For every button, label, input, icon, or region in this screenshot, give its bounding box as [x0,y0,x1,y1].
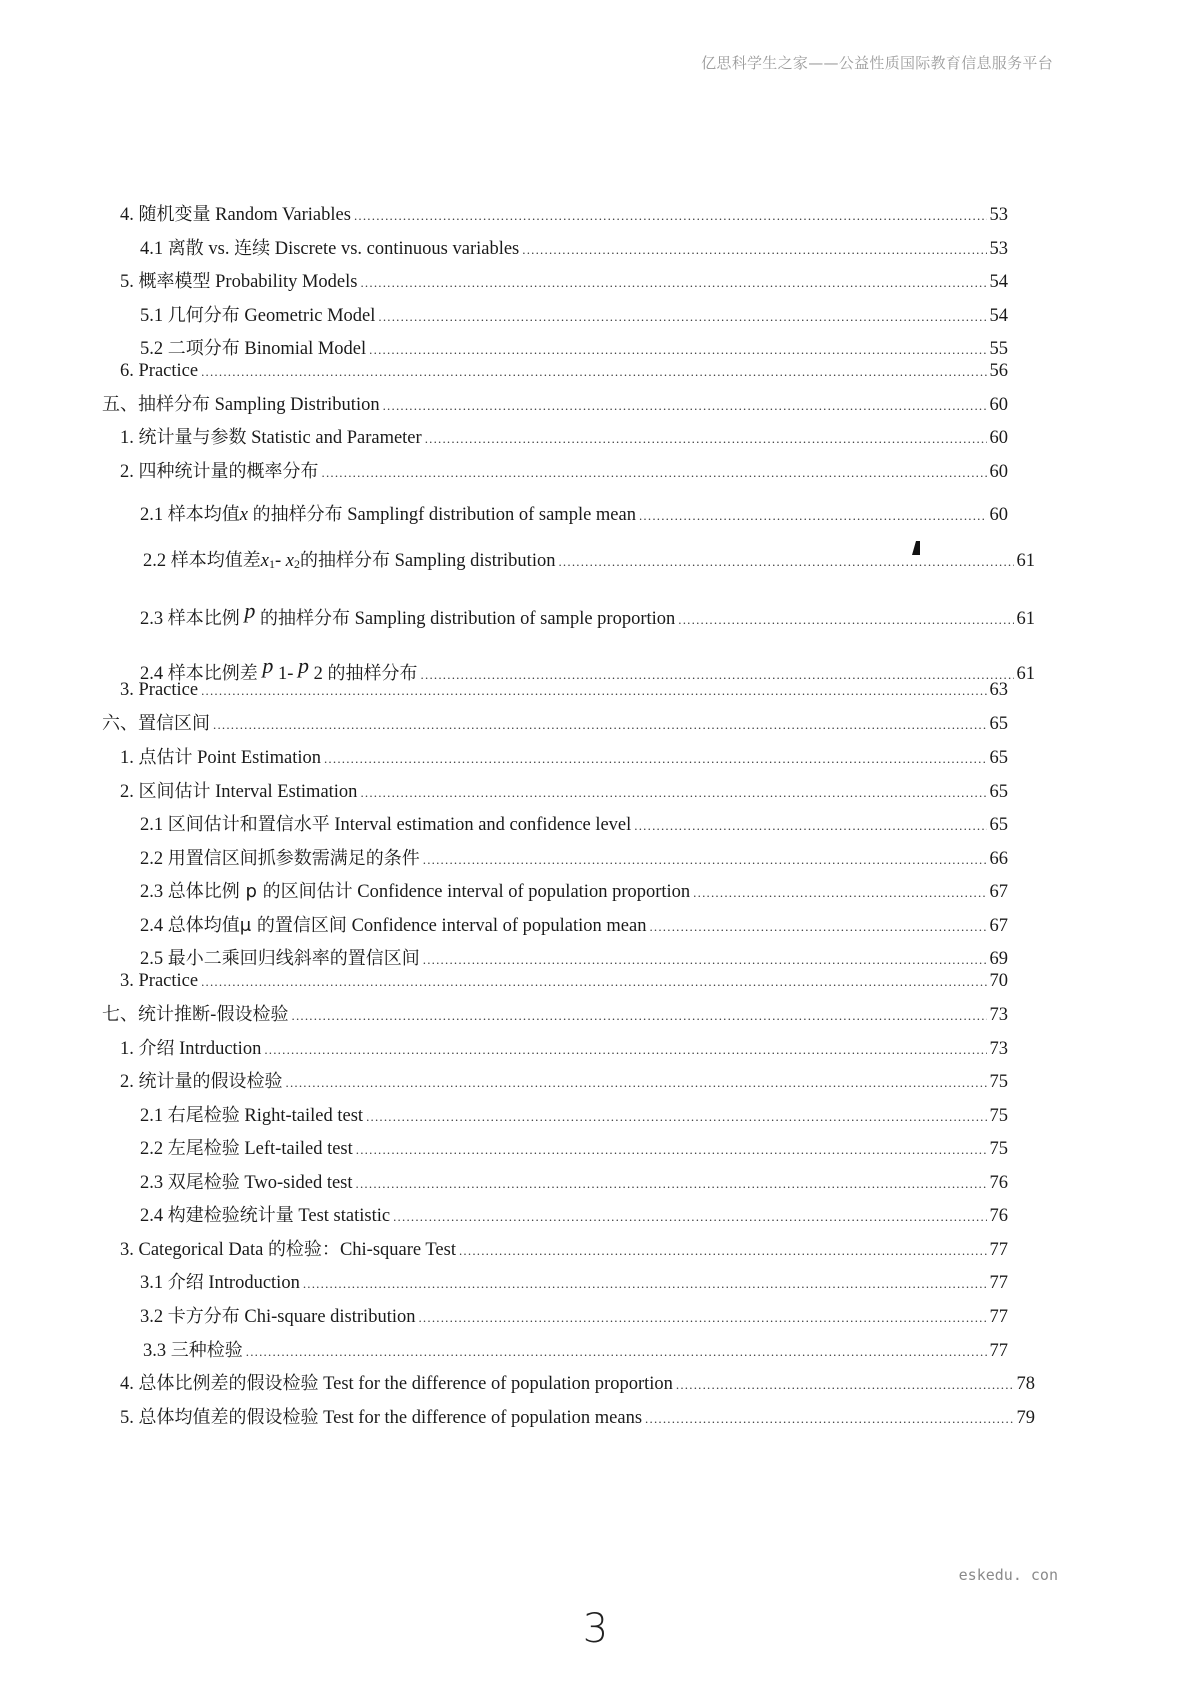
toc-entry[interactable] [120,267,1008,293]
toc-entry-label: 2.1 样本均值x 的抽样分布 Samplingf distribution of sample mean [140,504,636,525]
toc-entry-label: 6. Practice [120,361,199,381]
dot-leader [634,818,986,834]
toc-page-number: 60 [989,395,1008,415]
toc-entry-label: 七、统计推断-假设检验 [102,1004,289,1025]
toc-entry[interactable] [140,1268,1008,1294]
toc-entry[interactable] [120,457,1008,483]
toc-entry-label: 4. 总体比例差的假设检验 Test for the difference of population proportion [120,1373,673,1394]
toc-entry-label: 1. 点估计 Point Estimation [120,747,321,768]
toc-entry[interactable] [120,680,1008,701]
toc-page-number: 53 [989,205,1008,225]
dot-leader [418,1310,986,1326]
dot-leader [459,1243,987,1259]
toc-entry[interactable] [143,546,1035,572]
toc-entry-label: 5.1 几何分布 Geometric Model [140,305,376,326]
toc-entry[interactable] [140,844,1008,870]
toc-entry[interactable] [120,1403,1035,1429]
toc-page-number: 70 [989,971,1008,991]
dot-leader [354,208,987,224]
toc-entry[interactable] [140,1101,1008,1127]
toc-page-number: 69 [989,949,1008,969]
toc-entry-label: 2.2 样本均值差x1- x2的抽样分布 Sampling distribution [143,550,556,571]
toc-entry[interactable] [143,1336,1008,1362]
toc-page-number: 53 [989,239,1008,259]
toc-page-number: 61 [1016,609,1035,629]
page-number: 3 [582,1606,609,1652]
toc-page-number: 60 [989,462,1008,482]
toc-entry[interactable] [120,743,1008,769]
toc-entry-label: 3. Categorical Data 的检验：Chi-square Test [120,1239,456,1260]
toc-entry-label: 2. 区间估计 Interval Estimation [120,781,358,802]
toc-entry-label: 1. 介绍 Intrduction [120,1038,262,1059]
toc-page-number: 76 [989,1173,1008,1193]
footer-site-watermark: eskedu. con [958,1566,1058,1584]
toc-page-number: 73 [989,1005,1008,1025]
toc-page-number: 65 [989,748,1008,768]
math-variable: x [239,505,248,525]
dot-leader [378,309,986,325]
dot-leader [201,364,986,380]
toc-entry[interactable] [120,423,1008,449]
dot-leader [693,885,986,901]
dot-leader [292,1008,987,1024]
toc-entry-label: 3. Practice [120,971,199,991]
toc-page-number: 78 [1016,1374,1035,1394]
toc-page-number: 77 [989,1307,1008,1327]
toc-entry[interactable] [140,500,1008,526]
math-variable: x [260,551,269,571]
toc-page-number: 77 [989,1273,1008,1293]
toc-entry[interactable] [140,877,1008,903]
toc-entry-label: 2. 四种统计量的概率分布 [120,461,319,482]
toc-page-number: 76 [989,1206,1008,1226]
dot-leader [423,852,987,868]
header-watermark: 亿思科学生之家——公益性质国际教育信息服务平台 [701,54,1053,72]
toc-entry[interactable] [120,200,1008,226]
toc-entry[interactable] [140,1134,1008,1160]
toc-page-number: 67 [989,882,1008,902]
dot-leader [369,342,986,358]
toc-entry-label: 2.2 用置信区间抓参数需满足的条件 [140,848,420,869]
toc-page-number: 66 [989,849,1008,869]
toc-entry[interactable] [140,810,1008,836]
toc-page-number: 65 [989,782,1008,802]
toc-entry-label: 六、置信区间 [102,713,210,734]
dot-leader [360,275,986,291]
math-variable: p [262,653,274,678]
dot-leader [286,1075,987,1091]
toc-page-number: 65 [989,815,1008,835]
toc-entry-label: 1. 统计量与参数 Statistic and Parameter [120,427,422,448]
dot-leader [425,431,987,447]
dot-leader [356,1142,987,1158]
dot-leader [423,952,987,968]
dot-leader [324,751,987,767]
toc-entry[interactable] [140,1168,1008,1194]
toc-page-number: 67 [989,916,1008,936]
dot-leader [360,785,986,801]
toc-page-number: 63 [989,680,1008,700]
toc-entry[interactable] [120,1235,1008,1261]
toc-entry[interactable] [120,971,1008,992]
toc-entry[interactable] [140,301,1008,327]
toc-page-number: 56 [989,361,1008,381]
toc-page-number: 54 [989,272,1008,292]
toc-entry[interactable] [120,361,1008,382]
dot-leader [366,1109,986,1125]
toc-chapter-entry[interactable] [102,1000,1008,1026]
toc-entry-label: 2.1 区间估计和置信水平 Interval estimation and confidence level [140,814,632,835]
math-variable: p [298,653,310,678]
toc-entry[interactable] [140,1201,1008,1227]
toc-entry-label: 2.3 总体比例 p 的区间估计 Confidence interval of population proportion [140,881,691,902]
math-variable: x [285,551,294,571]
toc-chapter-entry[interactable] [102,390,1008,416]
toc-page-number: 60 [989,505,1008,525]
toc-entry[interactable] [120,777,1008,803]
toc-entry[interactable] [120,1067,1008,1093]
toc-entry-label: 2.3 双尾检验 Two-sided test [140,1172,353,1193]
math-variable: p [244,598,256,623]
dot-leader [649,919,986,935]
toc-entry-label: 3.3 三种检验 [143,1340,243,1361]
toc-entry[interactable] [120,1034,1008,1060]
toc-page-number: 55 [989,339,1008,359]
dot-leader [213,717,987,733]
toc-entry[interactable] [140,334,1008,360]
toc-entry[interactable] [140,911,1008,937]
toc-page-number: 77 [989,1341,1008,1361]
dot-leader [676,1377,1014,1393]
toc-entry-label: 4. 随机变量 Random Variables [120,204,351,225]
toc-page-number: 75 [989,1139,1008,1159]
toc-entry-label: 2. 统计量的假设检验 [120,1071,283,1092]
toc-page-number: 75 [989,1072,1008,1092]
toc-entry-label: 2.4 总体均值μ 的置信区间 Confidence interval of population mean [140,915,647,936]
toc-entry-label: 2.5 最小二乘回归线斜率的置信区间 [140,948,420,969]
toc-entry-label: 2.4 样本比例差 p 1- p 2 的抽样分布 [140,653,418,684]
toc-entry-label: 2.3 样本比例 p 的抽样分布 Sampling distribution of sample proportion [140,598,676,629]
toc-page-number: 65 [989,714,1008,734]
toc-entry-label: 五、抽样分布 Sampling Distribution [102,394,380,415]
toc-page-number: 60 [989,428,1008,448]
dot-leader [383,398,987,414]
toc-entry-label: 4.1 离散 vs. 连续 Discrete vs. continuous variables [140,238,520,259]
dot-leader [393,1209,986,1225]
toc-page-number: 75 [989,1106,1008,1126]
toc-chapter-entry[interactable] [102,709,1008,735]
toc-entry[interactable] [120,1369,1035,1395]
toc-entry-label: 3.2 卡方分布 Chi-square distribution [140,1306,416,1327]
toc-entry-label: 2.4 构建检验统计量 Test statistic [140,1205,391,1226]
dot-leader [639,508,987,524]
dot-leader [264,1042,986,1058]
toc-entry-label: 3. Practice [120,680,199,700]
dot-leader [201,974,986,990]
dot-leader [558,554,1013,570]
toc-page-number: 61 [1016,551,1035,571]
dot-leader [645,1411,1013,1427]
toc-entry-label: 5. 总体均值差的假设检验 Test for the difference of population means [120,1407,643,1428]
toc-entry-label: 2.2 左尾检验 Left-tailed test [140,1138,353,1159]
dot-leader [303,1276,987,1292]
toc-entry-label: 2.1 右尾检验 Right-tailed test [140,1105,364,1126]
toc-page-number: 77 [989,1240,1008,1260]
dot-leader [246,1344,987,1360]
toc-page-number: 79 [1016,1408,1035,1428]
toc-entry[interactable] [140,234,1008,260]
dot-leader [678,612,1013,628]
toc-entry-label: 5.2 二项分布 Binomial Model [140,338,367,359]
dot-leader [356,1176,987,1192]
toc-entry[interactable] [140,944,1008,970]
toc-entry-label: 5. 概率模型 Probability Models [120,271,358,292]
dot-leader [322,465,987,481]
toc-page-number: 61 [1016,664,1035,684]
dot-leader [522,242,986,258]
toc-page-number: 73 [989,1039,1008,1059]
dot-leader [201,683,986,699]
toc-entry[interactable] [140,598,1035,630]
toc-entry-label: 3.1 介绍 Introduction [140,1272,300,1293]
toc-entry[interactable] [140,1302,1008,1328]
toc-page-number: 54 [989,306,1008,326]
